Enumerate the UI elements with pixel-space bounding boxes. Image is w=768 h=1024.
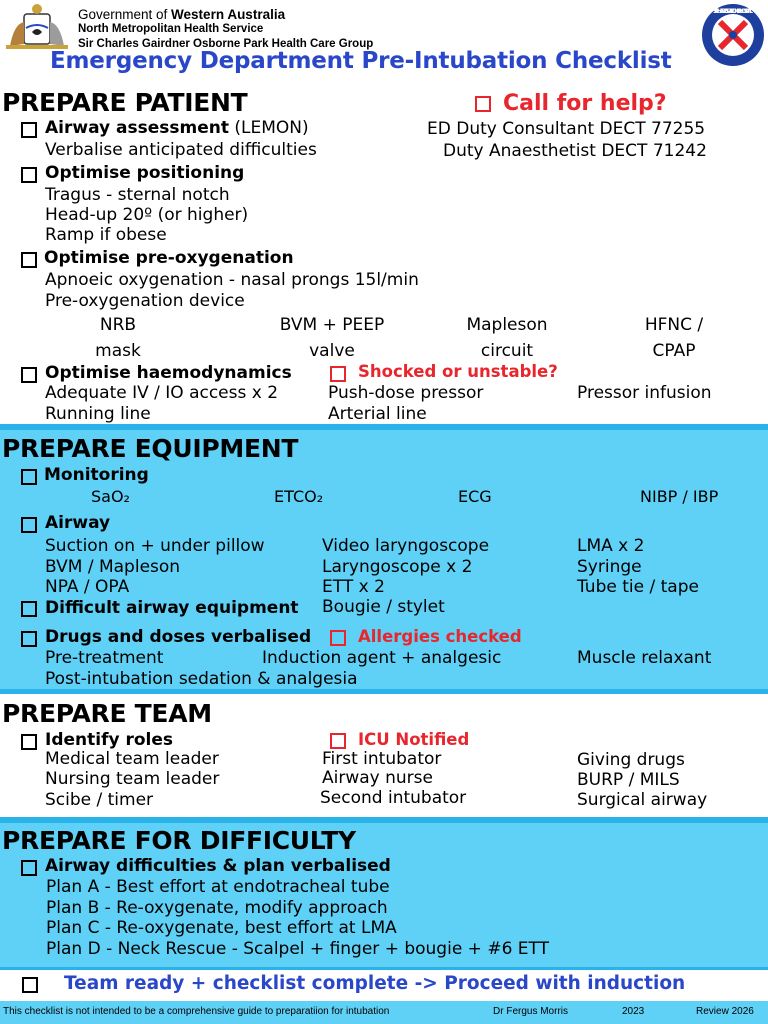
allergies-label: Allergies checked <box>358 627 522 646</box>
equipment-airway-label: Airway <box>45 513 111 533</box>
device-line: HFNC / <box>644 315 704 335</box>
call-help-checkbox[interactable] <box>475 96 491 112</box>
positioning-checkbox[interactable] <box>21 167 37 183</box>
call-help-label: Call for help? <box>503 91 667 116</box>
drugs-induction: Induction agent + analgesic <box>262 648 502 668</box>
allergies-checkbox[interactable] <box>330 630 346 646</box>
section-title-team: PREPARE TEAM <box>2 699 212 728</box>
team-col2-item: Second intubator <box>320 788 467 808</box>
preox-sub-2: Pre-oxygenation device <box>45 291 245 311</box>
drugs-relaxant: Muscle relaxant <box>577 648 712 668</box>
positioning-sub-3: Ramp if obese <box>45 225 167 245</box>
section-title-patient: PREPARE PATIENT <box>2 88 248 117</box>
footer-author: Dr Fergus Morris <box>493 1006 569 1017</box>
drugs-pretreatment: Pre-treatment <box>45 648 164 668</box>
icu-label: ICU Notified <box>358 730 470 749</box>
airway-col3-item: Syringe <box>577 557 642 577</box>
airway-assessment-suffix: (LEMON) <box>228 118 309 138</box>
team-col1-item: Medical team leader <box>45 749 219 769</box>
team-col2-item: Airway nurse <box>322 768 433 788</box>
plan-d: Plan D - Neck Rescue - Scalpel + finger + bougie + #6 ETT <box>46 939 550 959</box>
positioning-sub-1: Tragus - sternal notch <box>45 185 230 205</box>
device-line: BVM + PEEP <box>279 315 385 335</box>
device-line: mask <box>95 341 141 361</box>
positioning-label: Optimise positioning <box>45 163 245 183</box>
footer-disclaimer: This checklist is not intended to be a comprehensive guide to preparatiion for intubation <box>3 1006 390 1017</box>
final-check-label: Team ready + checklist complete -> Proceed with induction <box>64 973 686 994</box>
team-col1-item: Scibe / timer <box>45 790 154 810</box>
device-line: valve <box>309 341 355 361</box>
government-line <box>78 7 285 22</box>
team-col2-item: First intubator <box>322 749 442 769</box>
device-mapleson <box>447 312 567 364</box>
team-col3-item: BURP / MILS <box>577 770 680 790</box>
gov-bold: Western Australia <box>171 7 286 22</box>
haemodynamics-label: Optimise haemodynamics <box>45 363 292 383</box>
team-col3-item: Surgical airway <box>577 790 708 810</box>
team-col3-item: Giving drugs <box>577 750 685 770</box>
contact-consultant: ED Duty Consultant DECT 77255 <box>427 119 706 139</box>
plan-checkbox[interactable] <box>21 860 37 876</box>
icu-checkbox[interactable] <box>330 733 346 749</box>
haemodynamics-sub-1: Adequate IV / IO access x 2 <box>45 383 279 403</box>
monitor-sao2: SaO₂ <box>91 487 130 506</box>
page-title: Emergency Department Pre-Intubation Checklist <box>50 48 672 74</box>
shocked-sub-1: Push-dose pressor <box>328 383 484 403</box>
airway-assessment-checkbox[interactable] <box>21 122 37 138</box>
airway-assessment-sub: Verbalise anticipated difficulties <box>45 140 317 160</box>
shocked-checkbox[interactable] <box>330 366 346 382</box>
preox-sub-1: Apnoeic oxygenation - nasal prongs 15l/min <box>45 270 419 290</box>
contact-anaesthetist: Duty Anaesthetist DECT 71242 <box>443 141 707 161</box>
section-title-equipment: PREPARE EQUIPMENT <box>2 434 299 463</box>
device-hfnc <box>624 312 724 364</box>
section-title-difficulty: PREPARE FOR DIFFICULTY <box>2 826 356 855</box>
plan-a: Plan A - Best effort at endotracheal tube <box>46 877 390 897</box>
airway-col1-item: Suction on + under pillow <box>45 536 265 556</box>
drugs-label: Drugs and doses verbalised <box>45 627 312 647</box>
airway-col3-item: LMA x 2 <box>577 536 645 556</box>
device-bvm-peep <box>262 312 402 364</box>
airway-col3-item: Tube tie / tape <box>577 577 699 597</box>
haemodynamics-checkbox[interactable] <box>21 367 37 383</box>
monitor-ecg: ECG <box>458 487 492 506</box>
care-group-line: Sir Charles Gairdner Osborne Park Health Care Group <box>78 38 374 50</box>
device-line: CPAP <box>652 341 696 361</box>
positioning-sub-2: Head-up 20º (or higher) <box>45 205 249 225</box>
airway-col1-item: BVM / Mapleson <box>45 557 181 577</box>
monitoring-checkbox[interactable] <box>21 469 37 485</box>
preox-checkbox[interactable] <box>21 252 37 268</box>
final-check-checkbox[interactable] <box>22 977 38 993</box>
drugs-checkbox[interactable] <box>21 631 37 647</box>
difficult-airway-checkbox[interactable] <box>21 601 37 617</box>
seal-text: SIR CHARLES GAIRDNER HOSPITAL <box>713 8 753 15</box>
plan-label: Airway difficulties & plan verbalised <box>45 856 391 876</box>
difficult-airway-label: Difficult airway equipment <box>45 598 299 618</box>
pressor-infusion: Pressor infusion <box>577 383 712 403</box>
airway-col2-item: Video laryngoscope <box>322 536 490 556</box>
footer-review: Review 2026 <box>696 1006 754 1017</box>
post-intubation: Post-intubation sedation & analgesia <box>45 669 358 689</box>
device-line: NRB <box>99 315 137 335</box>
airway-assessment-label: Airway assessment <box>45 118 229 138</box>
haemodynamics-sub-2: Running line <box>45 404 151 424</box>
plan-c: Plan C - Re-oxygenate, best effort at LMA <box>46 918 397 938</box>
difficult-airway-item: Bougie / stylet <box>322 597 445 617</box>
roles-label: Identify roles <box>45 730 174 750</box>
airway-col2-item: Laryngoscope x 2 <box>322 557 473 577</box>
shocked-sub-2: Arterial line <box>328 404 427 424</box>
equipment-airway-checkbox[interactable] <box>21 517 37 533</box>
preox-label: Optimise pre-oxygenation <box>44 248 294 268</box>
airway-col1-item: NPA / OPA <box>45 577 130 597</box>
shocked-label: Shocked or unstable? <box>358 362 558 381</box>
device-nrb <box>78 312 158 364</box>
monitor-nibp: NIBP / IBP <box>640 487 719 506</box>
roles-checkbox[interactable] <box>21 734 37 750</box>
monitor-etco2: ETCO₂ <box>274 487 324 506</box>
device-line: circuit <box>480 341 534 361</box>
plan-b: Plan B - Re-oxygenate, modify approach <box>46 898 388 918</box>
hospital-seal-logo <box>700 2 766 68</box>
wa-coat-of-arms-logo <box>2 2 72 52</box>
monitoring-label: Monitoring <box>44 465 149 485</box>
device-line: Mapleson <box>466 315 548 335</box>
health-service-line: North Metropolitan Health Service <box>78 23 264 35</box>
gov-prefix: Government of <box>78 7 172 22</box>
airway-col2-item: ETT x 2 <box>322 577 385 597</box>
footer-year: 2023 <box>622 1006 645 1017</box>
airway-assessment-item <box>45 118 309 138</box>
team-col1-item: Nursing team leader <box>45 769 220 789</box>
